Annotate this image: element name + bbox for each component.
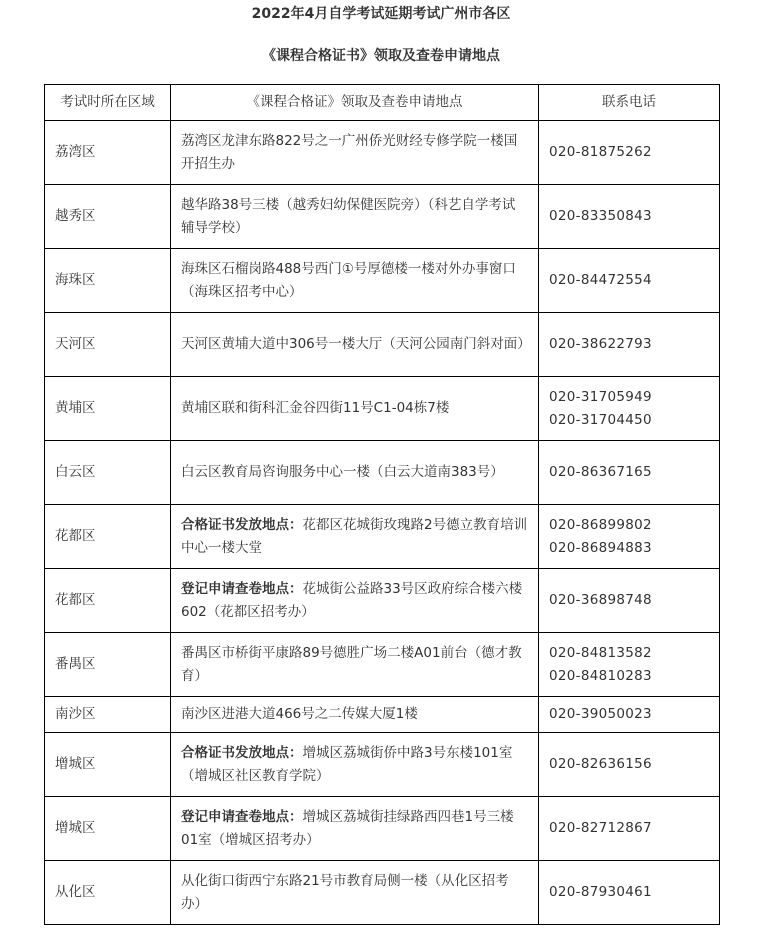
table-row: [45, 249, 720, 313]
district-cell: 番禺区: [45, 633, 171, 697]
phone-number: 020-36898748: [549, 592, 652, 608]
phone-number: 020-82636156: [549, 756, 652, 772]
table-row: [45, 733, 720, 797]
phone-number: 020-38622793: [549, 336, 652, 352]
phone-number: 020-39050023: [549, 706, 652, 722]
address-type-label: 登记申请查卷地点：: [181, 580, 303, 597]
district-cell: 从化区: [45, 861, 171, 925]
district-cell: 南沙区: [45, 697, 171, 733]
table-body: [45, 121, 720, 925]
table-row: [45, 569, 720, 633]
address-text: 荔湾区龙津东路822号之一广州侨光财经专修学院一楼国开招生办: [181, 132, 518, 172]
district-cell: 增城区: [45, 797, 171, 861]
address-type-label: 登记申请查卷地点：: [181, 808, 303, 825]
document-subtitle: 《课程合格证书》领取及查卷申请地点: [262, 48, 500, 64]
district-cell: 花都区: [45, 569, 171, 633]
header-phone: 联系电话: [539, 85, 720, 121]
table-row: [45, 121, 720, 185]
table-row: [45, 313, 720, 377]
district-cell: 增城区: [45, 733, 171, 797]
address-cell: [171, 121, 539, 185]
phone-cell: [539, 569, 720, 633]
header-address: 《课程合格证》领取及查卷申请地点: [171, 85, 539, 121]
phone-cell: [539, 185, 720, 249]
address-cell: [171, 861, 539, 925]
table-row: [45, 697, 720, 733]
phone-number: 020-86367165: [549, 464, 652, 480]
table-row: [45, 185, 720, 249]
phone-cell: [539, 441, 720, 505]
phone-number: 020-84813582: [549, 644, 652, 661]
phone-cell: [539, 121, 720, 185]
address-cell: [171, 441, 539, 505]
address-cell: [171, 697, 539, 733]
district-cell: 海珠区: [45, 249, 171, 313]
address-text: 越华路38号三楼（越秀妇幼保健医院旁）（科艺自学考试辅导学校）: [181, 196, 516, 236]
district-cell: 越秀区: [45, 185, 171, 249]
table-row: [45, 633, 720, 697]
table-row: [45, 861, 720, 925]
table-header-row: [45, 85, 720, 121]
address-cell: [171, 733, 539, 797]
phone-number: 020-84472554: [549, 272, 652, 288]
address-cell: [171, 797, 539, 861]
phone-number: 020-87930461: [549, 884, 652, 900]
table-row: [45, 797, 720, 861]
phone-number: 020-81875262: [549, 144, 652, 160]
address-text: 番禺区市桥街平康路89号德胜广场二楼A01前台（德才教育）: [181, 644, 522, 684]
district-cell: 荔湾区: [45, 121, 171, 185]
address-type-label: 合格证书发放地点：: [181, 744, 303, 761]
phone-number: 020-83350843: [549, 208, 652, 224]
address-cell: [171, 633, 539, 697]
phone-cell: [539, 377, 720, 441]
district-cell: 花都区: [45, 505, 171, 569]
phone-cell: [539, 633, 720, 697]
header-district: 考试时所在区域: [45, 85, 171, 121]
phone-cell: [539, 505, 720, 569]
address-text: 从化街口街西宁东路21号市教育局侧一楼（从化区招考办）: [181, 872, 509, 912]
address-cell: [171, 569, 539, 633]
address-cell: [171, 185, 539, 249]
address-text: 海珠区石榴岗路488号西门①号厚德楼一楼对外办事窗口（海珠区招考中心）: [181, 260, 516, 300]
address-text: 花都区花城街玫瑰路2号德立教育培训中心一楼大堂: [181, 516, 528, 556]
address-text: 南沙区进港大道466号之二传媒大厦1楼: [181, 706, 418, 722]
phone-cell: [539, 313, 720, 377]
address-text: 天河区黄埔大道中306号一楼大厅（天河公园南门斜对面）: [181, 336, 531, 352]
phone-number: 020-82712867: [549, 820, 652, 836]
address-text: 花城街公益路33号区政府综合楼六楼602（花都区招考办）: [181, 580, 523, 620]
document-title: 2022年4月自学考试延期考试广州市各区: [251, 6, 511, 22]
phone-cell: [539, 733, 720, 797]
address-text: 增城区荔城街挂绿路西四巷1号三楼01室（增城区招考办）: [181, 808, 514, 848]
address-type-label: 合格证书发放地点：: [181, 516, 303, 533]
address-cell: [171, 249, 539, 313]
table-row: [45, 441, 720, 505]
phone-cell: [539, 249, 720, 313]
address-text: 黄埔区联和街科汇金谷四街11号C1-04栋7楼: [181, 400, 450, 416]
location-table: [44, 84, 720, 925]
phone-cell: [539, 797, 720, 861]
district-cell: 天河区: [45, 313, 171, 377]
phone-number: 020-31705949: [549, 388, 652, 405]
address-text: 白云区教育局咨询服务中心一楼（白云大道南383号）: [181, 464, 504, 480]
table-row: [45, 377, 720, 441]
address-cell: [171, 377, 539, 441]
district-cell: 白云区: [45, 441, 171, 505]
table-row: [45, 505, 720, 569]
phone-cell: [539, 861, 720, 925]
address-cell: [171, 505, 539, 569]
district-cell: 黄埔区: [45, 377, 171, 441]
phone-cell: [539, 697, 720, 733]
phone-number: 020-31704450: [549, 411, 652, 428]
phone-number: 020-86894883: [549, 539, 652, 556]
address-text: 增城区荔城街侨中路3号东楼101室（增城区社区教育学院）: [181, 744, 513, 784]
address-cell: [171, 313, 539, 377]
phone-number: 020-84810283: [549, 667, 652, 684]
phone-number: 020-86899802: [549, 516, 652, 533]
